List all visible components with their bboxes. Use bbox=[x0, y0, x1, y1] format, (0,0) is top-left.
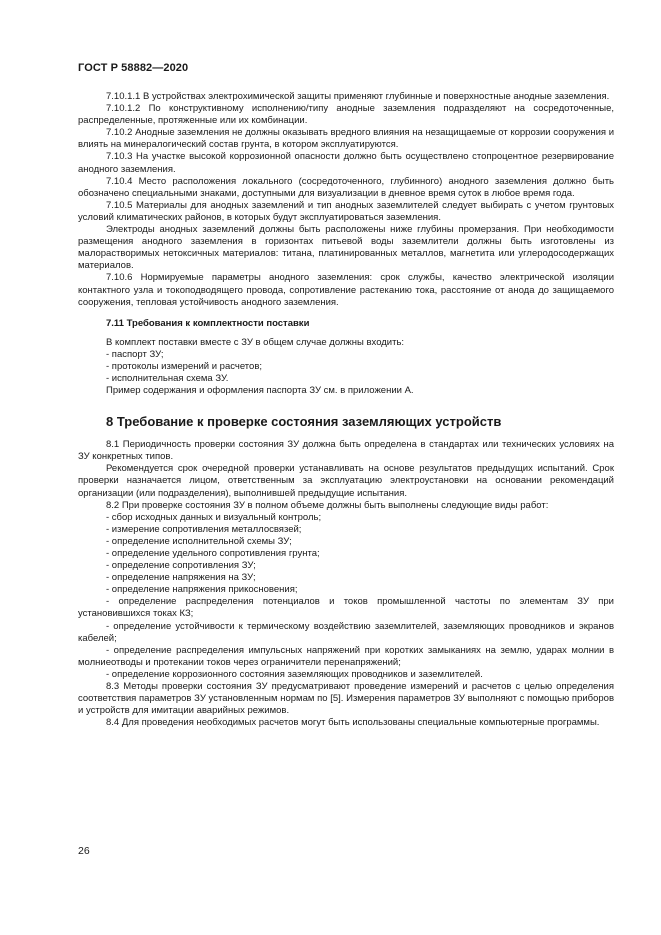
list-item: - определение исполнительной схемы ЗУ; bbox=[106, 535, 292, 547]
list-item: - сбор исходных данных и визуальный контроль; bbox=[106, 511, 322, 523]
list-item: - определение сопротивления ЗУ; bbox=[106, 560, 256, 572]
paragraph: В комплект поставки вместе с ЗУ в общем случае должны входить: bbox=[106, 336, 405, 348]
paragraph: 7.10.2 Анодные заземления не должны оказывать вредного влияния на незащищаемые от коррозии сооружения и влиять на минералогический состав грунта, в котором эксплуатируются. bbox=[78, 127, 614, 151]
paragraph: 8.4 Для проведения необходимых расчетов могут быть использованы специальные компьютерные программы. bbox=[106, 717, 600, 729]
page-number: 26 bbox=[78, 845, 90, 857]
paragraph: 7.10.5 Материалы для анодных заземлений и тип анодных заземлителей следует выбирать с учетом грунтовых условий климатических районов, в которых будут эксплуатироваться заземления. bbox=[78, 199, 614, 223]
page-body bbox=[78, 91, 614, 729]
paragraph: 8.2 При проверке состояния ЗУ в полном объеме должны быть выполнены следующие виды работ: bbox=[106, 499, 549, 511]
list-item: - определение напряжения на ЗУ; bbox=[106, 572, 256, 584]
paragraph: Электроды анодных заземлений должны быть расположены ниже глубины промерзания. При необходимости размещения анодного заземления в горизонтах питьевой воды заземлители должны быть изготовлены из малорастворимых нетоксичных материалов: титана, платинированных металлов, магнетита или углеродосодержащих материалов. bbox=[78, 224, 614, 272]
list-item: - определение устойчивости к термическому воздействию заземлителей, заземляющих проводников и экранов кабелей; bbox=[78, 620, 614, 644]
list-item: - определение удельного сопротивления грунта; bbox=[106, 548, 320, 559]
list-item: - паспорт ЗУ; bbox=[106, 348, 164, 360]
list-item: - исполнительная схема ЗУ. bbox=[106, 372, 229, 384]
paragraph: Пример содержания и оформления паспорта ЗУ см. в приложении А. bbox=[106, 385, 414, 397]
paragraph: 7.10.4 Место расположения локального (сосредоточенного, глубинного) анодного заземления должно быть обозначено специальными знаками, доступными для визуализации в дневное время суток в любое время года. bbox=[78, 175, 614, 199]
list-item: - протоколы измерений и расчетов; bbox=[106, 360, 263, 372]
list-item: - определение распределения импульсных напряжений при коротких замыканиях на землю, ударах молнии в молниеотводы и протекании токов через ограничители перенапряжений; bbox=[78, 644, 614, 668]
list-item: - определение напряжения прикосновения; bbox=[106, 584, 298, 596]
list-item: - определение коррозионного состояния заземляющих проводников и заземлителей. bbox=[106, 668, 483, 680]
list-item: - определение распределения потенциалов и токов промышленной частоты по элементам ЗУ при установившихся токах КЗ; bbox=[78, 596, 614, 620]
section-heading-7-11: 7.11 Требования к комплектности поставки bbox=[106, 317, 310, 329]
section-heading-8: 8 Требование к проверке состояния заземляющих устройств bbox=[106, 414, 502, 430]
paragraph: 7.10.1.1 В устройствах электрохимической защиты применяют глубинные и поверхностные анодные заземления. bbox=[106, 91, 610, 102]
paragraph: 7.10.6 Нормируемые параметры анодного заземления: срок службы, качество электрической изоляции контактного узла и токоподводящего провода, сопротивление растеканию тока, расстояние от анода до защищаемого сооружения, тепловая устойчивость анодного заземления. bbox=[78, 272, 614, 308]
paragraph: 7.10.1.2 По конструктивному исполнению/типу анодные заземления подразделяют на сосредоточенные, распределенные, протяженные или их комбинации. bbox=[78, 103, 614, 127]
paragraph: 7.10.3 На участке высокой коррозионной опасности должно быть осуществлено стопроцентное резервирование анодного заземления. bbox=[78, 151, 614, 175]
document-header: ГОСТ Р 58882—2020 bbox=[78, 62, 189, 74]
list-item: - измерение сопротивления металлосвязей; bbox=[106, 523, 302, 535]
paragraph: 8.1 Периодичность проверки состояния ЗУ должна быть определена в стандартах или технических условиях на ЗУ конкретных типов. bbox=[78, 439, 614, 463]
paragraph: Рекомендуется срок очередной проверки устанавливать на основе результатов предыдущих испытаний. Срок проверки назначается лицом, ответственным за эксплуатацию электроустановки на основании рекомендаций организации (или подразделения), выполнившей предыдущие испытания. bbox=[78, 463, 614, 499]
paragraph: 8.3 Методы проверки состояния ЗУ предусматривают проведение измерений и расчетов с целью определения соответствия параметров ЗУ установленным нормам по [5]. Измерения параметров ЗУ выполняют с помощью приборов и устройств для имитации аварийных режимов. bbox=[78, 681, 614, 717]
